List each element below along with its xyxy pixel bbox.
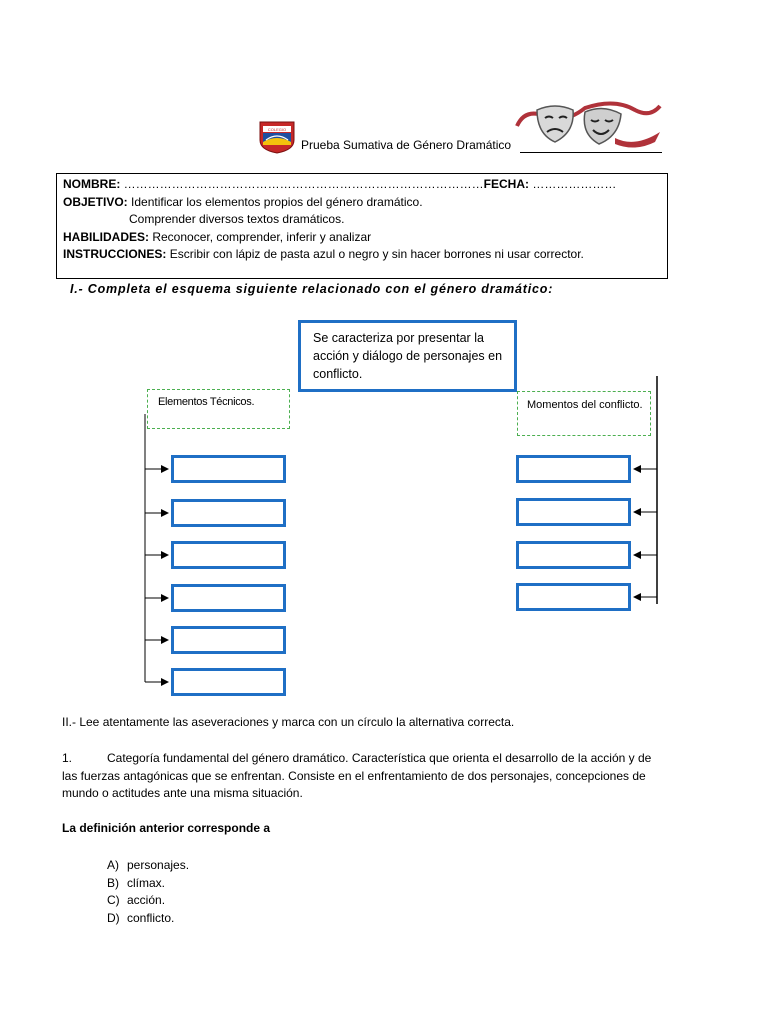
section-2-title: II.- Lee atentamente las aseveraciones y marca con un círculo la alternativa correcta. (62, 715, 515, 729)
elementos-tecnicos-label: Elementos Técnicos. (147, 389, 290, 429)
nombre-blank[interactable]: ……………………………………………………………………………… (123, 177, 484, 191)
habilidades-text: Reconocer, comprender, inferir y analizar (152, 229, 372, 244)
instrucciones-text: Escribir con lápiz de pasta azul o negro y sin hacer borrones ni usar corrector. (169, 247, 584, 261)
option-text: personajes. (127, 858, 190, 872)
question-1-prompt: La definición anterior corresponde a (62, 821, 271, 835)
option-letter: B) (107, 875, 119, 890)
left-answer-box-5[interactable] (171, 626, 286, 654)
objetivo-text-2: Comprender diversos textos dramáticos. (129, 212, 345, 226)
section-1-title: I.- Completa el esquema siguiente relacionado con el género dramático: (70, 282, 554, 296)
fecha-label: FECHA: (483, 177, 529, 191)
option-d[interactable] (107, 910, 189, 928)
question-1 (62, 750, 662, 803)
left-answer-box-4[interactable] (171, 584, 286, 612)
objetivo-label: OBJETIVO: (63, 194, 128, 209)
option-letter: D) (107, 910, 120, 925)
option-c[interactable] (107, 892, 189, 910)
fecha-blank[interactable]: ………………… (532, 177, 617, 191)
left-answer-box-1[interactable] (171, 455, 286, 483)
habilidades-label: HABILIDADES: (63, 229, 149, 244)
objetivo-text-1: Identificar los elementos propios del género dramático. (131, 194, 423, 209)
momentos-conflicto-label: Momentos del conflicto. (517, 391, 651, 436)
left-answer-box-6[interactable] (171, 668, 286, 696)
option-b[interactable] (107, 875, 189, 893)
right-answer-box-2[interactable] (516, 498, 631, 526)
question-1-number: 1. (62, 751, 73, 765)
page-title: Prueba Sumativa de Género Dramático (301, 138, 512, 152)
logo-text: COLEGIO (267, 127, 287, 132)
question-1-options (107, 857, 189, 927)
right-answer-box-1[interactable] (516, 455, 631, 483)
option-a[interactable] (107, 857, 189, 875)
right-answer-box-4[interactable] (516, 583, 631, 611)
option-letter: A) (107, 858, 119, 872)
nombre-label: NOMBRE: (63, 177, 121, 191)
central-definition-box: Se caracteriza por presentar la acción y diálogo de personajes en conflicto. (298, 320, 517, 392)
right-answer-box-3[interactable] (516, 541, 631, 569)
instrucciones-label: INSTRUCCIONES: (63, 247, 167, 261)
option-text: conflicto. (127, 910, 175, 925)
left-answer-box-2[interactable] (171, 499, 286, 527)
option-letter: C) (107, 893, 120, 907)
left-answer-box-3[interactable] (171, 541, 286, 569)
option-text: acción. (127, 893, 166, 907)
option-text: clímax. (127, 875, 166, 890)
question-1-text: Categoría fundamental del género dramático. Característica que orienta el desarrollo de la acción y de las fuerzas antagónicas que se enfrentan. Consiste en el enfrentamiento de dos personajes, concepciones de mundo o actitudes ante una misma situación. (62, 751, 652, 800)
